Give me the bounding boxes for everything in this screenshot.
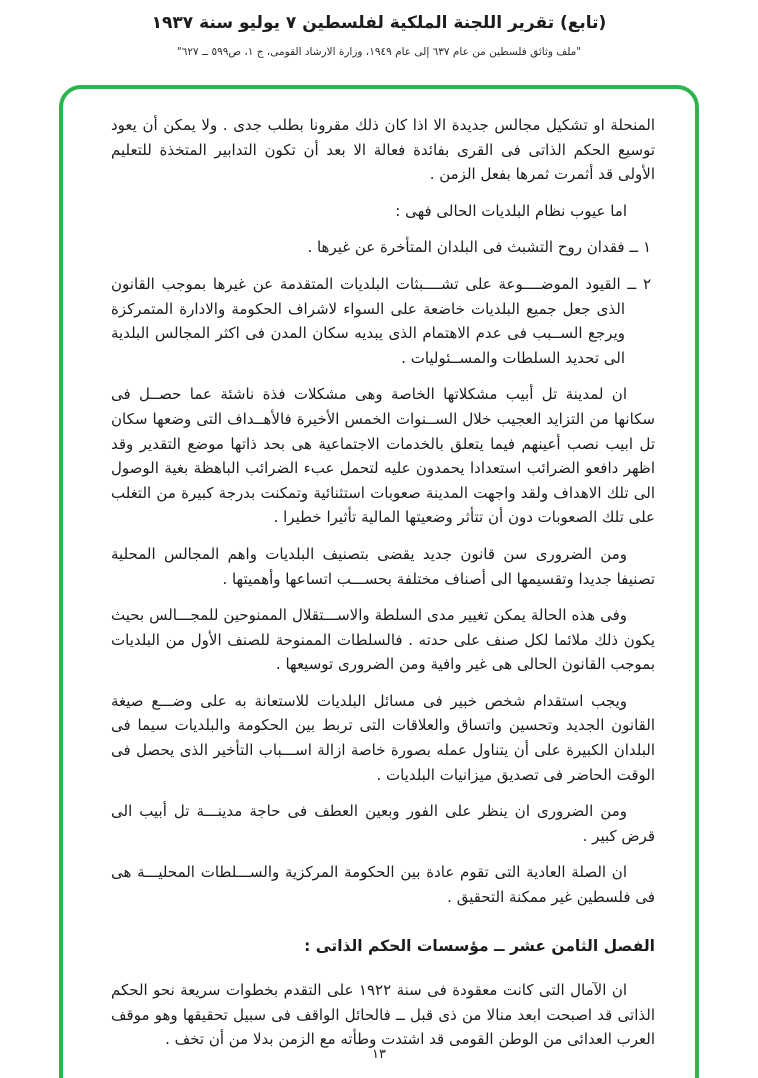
paragraph-relations: ان الصلة العادية التى تقوم عادة بين الحكومة المركزية والســـلطات المحليـــة هى فى فلسطين غير ممكنة التحقيق . — [111, 863, 655, 907]
paragraph-tel-aviv: ان لمدينة تل أبيب مشكلاتها الخاصة وهى مشكلات فذة ناشئة عما حصــل فى سكانها من التزايد العجيب خلال الســنوات الخمس الأخيرة فالأهــداف التى وضعها سكان تل ابيب نصب أعينهم فيما يتعلق بالخدمات الاجتماعية هى بحد ذاتها موضع التقدير وقد اظهر دافعو الضرائب استعدادا يحمدون عليه لتحمل عبء الضرائب الباهظة بغية الوصول الى تلك الاهداف ولقد واجهت المدينة صعوبات استثنائية وتمكنت بدرجة كبيرة من التغلب على تلك الصعوبات دون أن تتأثر وضعيتها المالية تأثيرا خطيرا . — [111, 385, 655, 527]
page-number: ١٣ — [372, 1047, 386, 1062]
paragraph-new-law: ومن الضرورى سن قانون جديد يقضى بتصنيف البلديات واهم المجالس المحلية تصنيفا جديدا وتقسيمها الى أصناف مختلفة بحســـب اتساعها وأهميتها . — [111, 544, 655, 588]
document-title: (تابع) تقرير اللجنة الملكية لفلسطين ٧ يوليو سنة ١٩٣٧ — [151, 13, 607, 33]
list-item-2: ٢ ــ القيود الموضــــوعة على تشــــبثات البلديات المتقدمة عن غيرها بموجب القانون الذى جعل جميع البلديات خاضعة على السواء لاشراف الحكومة والادارة المتمركزة ويرجع الســبب فى عدم الاهتمام الذى يبديه سكان المدن فى اكثر المجالس البلدية الى تحديد السلطات والمســئوليات . — [111, 274, 651, 367]
paragraph-defects-intro: اما عيوب نظام البلديات الحالى فهى : — [395, 201, 627, 220]
document-header — [0, 0, 758, 58]
content-frame — [59, 85, 699, 1078]
section-heading-chapter-18: الفصل الثامن عشر ــ مؤسسات الحكم الذاتى : — [304, 936, 655, 955]
document-source-citation: "ملف وثائق فلسطين من عام ٦٣٧ إلى عام ١٩٤٩، وزارة الارشاد القومى، ج ١، ص٥٩٩ ــ ٦٢٧" — [176, 46, 582, 58]
paragraph-continuation: المنحلة او تشكيل مجالس جديدة الا اذا كان ذلك مقرونا بطلب جدى . ولا يمكن أن يعود توسيع الحكم الذاتى فى القرى بفائدة فعالة الا بعد أن تكون التدابير المتخذة للتعليم الأولى قد أثمرت ثمرها بفعل الزمن . — [111, 116, 655, 184]
list-item-1: ١ ــ فقدان روح التشبث فى البلدان المتأخرة عن غيرها . — [307, 238, 651, 257]
paragraph-self-government-hopes: ان الآمال التى كانت معقودة فى سنة ١٩٢٢ على التقدم بخطوات سريعة نحو الحكم الذاتى قد اصبحت ابعد منالا من ذى قبل ــ فالحائل الواقف فى سبيل تحقيقها وهو موقف العرب العدائى من الوطن القومى قد اشتدت وطأته مع الزمن بدلا من أن تخف . — [111, 981, 655, 1049]
paragraph-loan: ومن الضرورى ان ينظر على الفور وبعين العطف فى حاجة مدينـــة تل أبيب الى قرض كبير . — [111, 802, 655, 845]
paragraph-powers: وفى هذه الحالة يمكن تغيير مدى السلطة والاســـتقلال الممنوحين للمجـــالس بحيث يكون ذلك ملائما لكل صنف على حدته . فالسلطات الممنوحة للصنف الأول من البلديات بموجب القانون الحالى هى غير وافية ومن الضرورى توسيعها . — [111, 606, 655, 674]
paragraph-expert: ويجب استقدام شخص خبير فى مسائل البلديات للاستعانة به على وضـــع صيغة القانون الجديد وتحسين واتساق والعلاقات التى تربط بين الحكومة والبلديات سيما فى البلدان الكبيرة على أن يتناول عمله بصورة خاصة ازالة اســـباب التأخير الذى يحصل فى الوقت الحاضر فى تصديق ميزانيات البلديات . — [111, 691, 655, 784]
